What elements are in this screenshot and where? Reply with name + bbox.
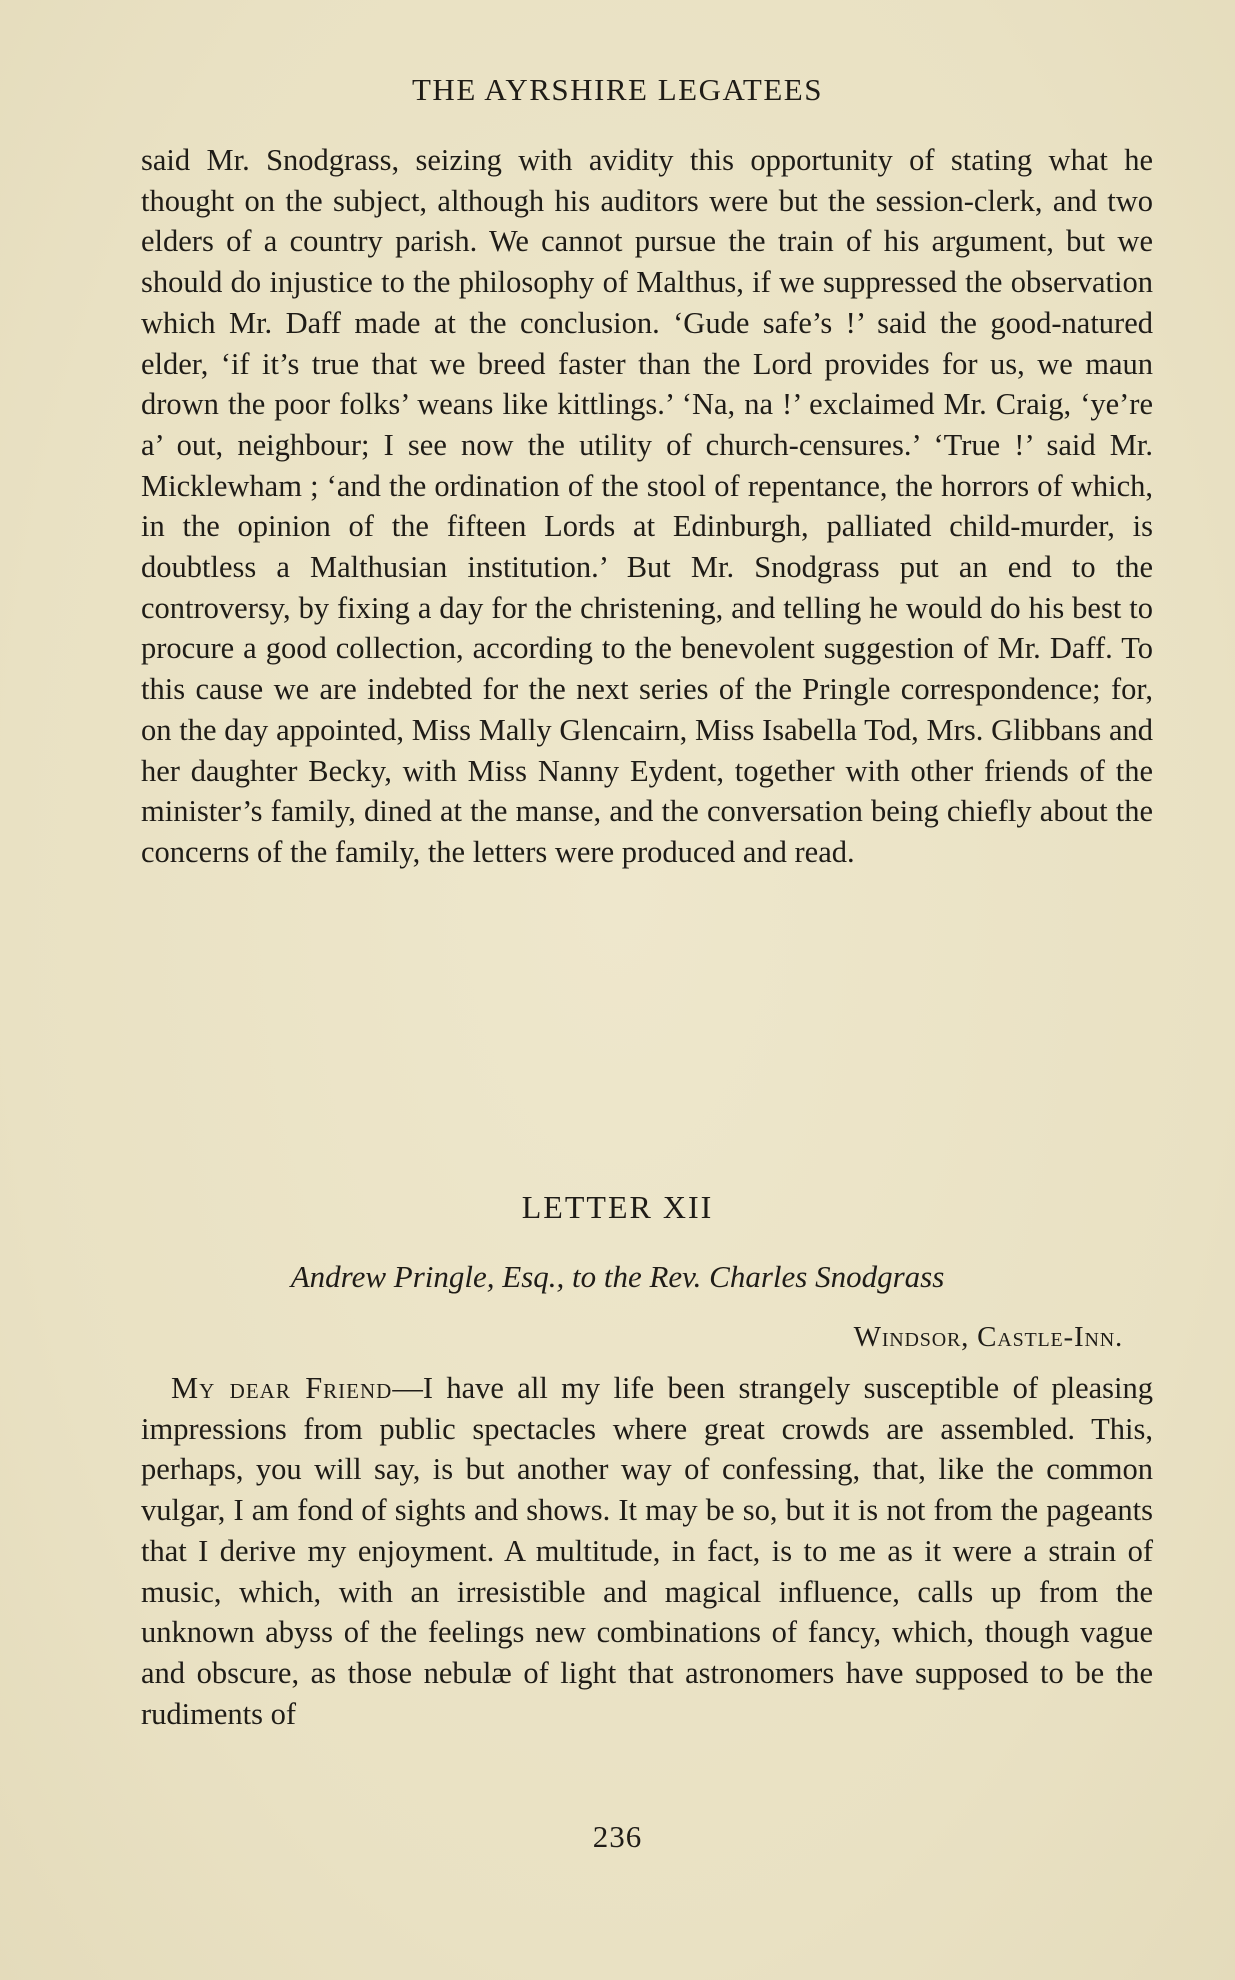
letter-heading: LETTER XII: [521, 1189, 714, 1225]
letter-body-text: —I have all my life been strangely susceptible of pleasing impressions from public spectacles where great crowds are assembled. This, perhaps, you will say, is but another way of confessing, that, like the common vulgar, I am fond of sights and shows. It may be so, but it is not from the pageants that I derive my enjoyment. A multitude, in fact, is to me as it were a strain of music, which, with an irresistible and magical influence, calls up from the unknown abyss of the feelings new combinations of fancy, which, though vague and obscure, as those nebulæ of light that astronomers have supposed to be the rudiments of: [141, 1371, 1153, 1731]
letter-salutation: My dear Friend: [171, 1371, 393, 1405]
letter-body-paragraph: [141, 1368, 1153, 1734]
running-head: THE AYRSHIRE LEGATEES: [412, 72, 823, 107]
page-number: 236: [592, 1819, 643, 1854]
letter-subtitle: Andrew Pringle, Esq., to the Rev. Charles Snodgrass: [290, 1259, 945, 1294]
body-paragraph-continuation: said Mr. Snodgrass, seizing with avidity this opportunity of stating what he thought on the subject, although his auditors were but the session-clerk, and two elders of a country parish. We cannot pursue the train of his argument, but we should do injustice to the philosophy of Malthus, if we suppressed the observation which Mr. Daff made at the conclusion. ‘Gude safe’s !’ said the good-natured elder, ‘if it’s true that we breed faster than the Lord provides for us, we maun drown the poor folks’ weans like kittlings.’ ‘Na, na !’ exclaimed Mr. Craig, ‘ye’re a’ out, neighbour; I see now the utility of church-censures.’ ‘True !’ said Mr. Micklewham ; ‘and the ordination of the stool of repentance, the horrors of which, in the opinion of the fifteen Lords at Edinburgh, palliated child-murder, is doubtless a Malthusian institution.’ But Mr. Snodgrass put an end to the controversy, by fixing a day for the christening, and telling he would do his best to procure a good collection, according to the benevolent suggestion of Mr. Daff. To this cause we are indebted for the next series of the Pringle correspondence; for, on the day appointed, Miss Mally Glencairn, Miss Isabella Tod, Mrs. Glibbans and her daughter Becky, with Miss Nanny Eydent, together with other friends of the minister’s family, dined at the manse, and the conversation being chiefly about the concerns of the family, the letters were produced and read.: [141, 143, 1153, 869]
letter-dateline: Windsor, Castle-Inn.: [853, 1321, 1123, 1353]
